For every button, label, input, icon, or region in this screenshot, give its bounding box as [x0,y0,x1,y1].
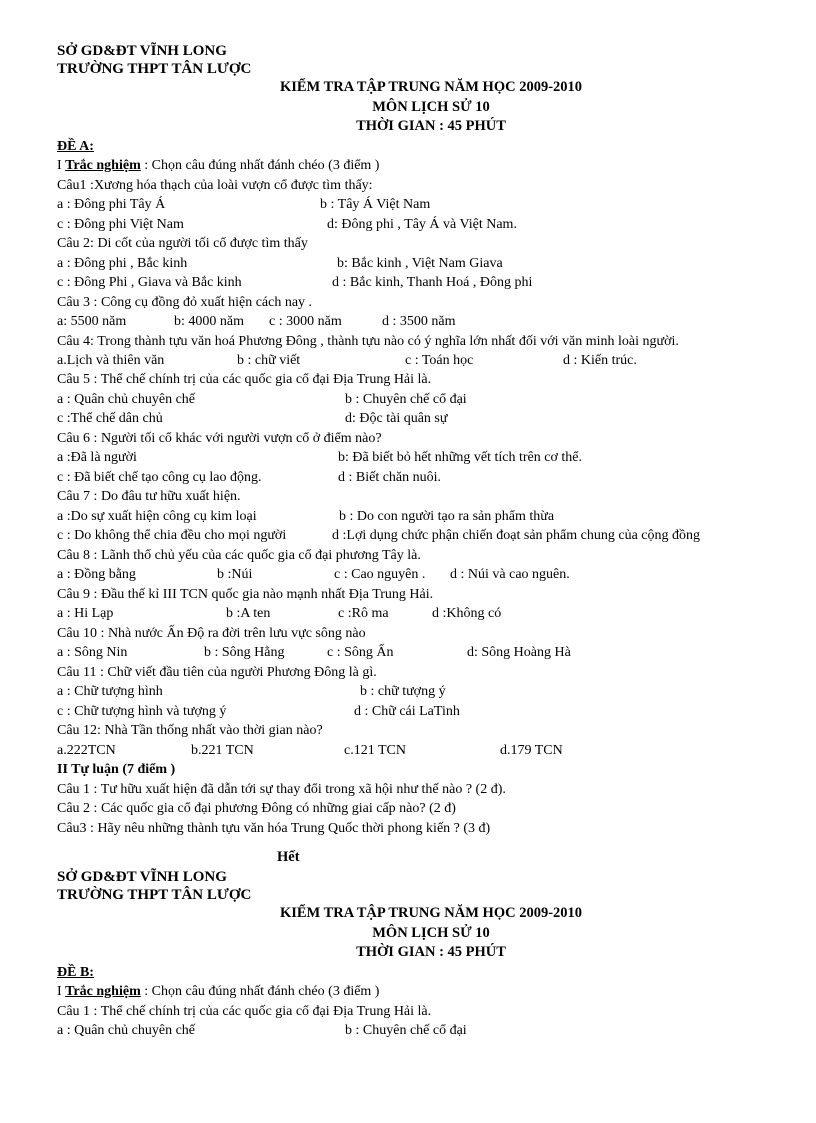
essay-question-3: Câu3 : Hãy nêu những thành tựu văn hóa Trung Quốc thời phong kiến ? (3 đ) [57,820,491,836]
option-a: a : Đông phi Tây Á [57,197,166,212]
question-7-options-cd [57,526,770,546]
option-b: b : Chuyên chế cổ đại [345,1023,467,1038]
option-a: a.222TCN [57,742,116,758]
exam-page [57,42,770,1041]
option-c: c : Toán học [405,352,474,368]
exam-code-label: ĐỀ B: [57,964,94,980]
part1-prefix: I [57,158,66,173]
question-5-options-ab [57,390,770,410]
exam-code-label: ĐỀ A: [57,138,94,154]
part1-title: Trắc nghiệm [65,984,141,999]
question-11-options-ab [57,682,770,702]
option-c: c : Đông phi Việt Nam [57,216,184,232]
option-b: b.221 TCN [191,742,254,758]
option-a: a : Quân chủ chuyên chế [57,391,195,407]
part1-instruction: : Chọn câu đúng nhất đánh chéo (3 điểm ) [140,984,380,999]
question-6-options-ab [57,448,770,468]
option-d: d : Núi và cao nguên. [450,567,570,582]
time-title: THỜI GIAN : 45 PHÚT [356,944,506,960]
option-b: b : Tây Á Việt Nam [320,197,431,212]
exam-title: KIỂM TRA TẬP TRUNG NĂM HỌC 2009-2010 [279,905,583,921]
option-b: b : Do con người tạo ra sản phẩm thừa [339,508,555,524]
option-b: b : Sông Hằng [204,645,285,660]
option-b: b : Chuyên chế cổ đại [345,391,467,407]
question-11-options-cd [57,702,770,722]
question-1: Câu 1 : Thể chế chính trị của các quốc gia cổ đại Địa Trung Hải là. [57,1003,432,1019]
part2-heading: II Tự luận (7 điểm ) [57,762,176,777]
part1-heading [57,156,770,176]
option-b: b: Đã biết bỏ hết những vết tích trên cơ thể. [338,450,582,465]
department-name: SỞ GD&ĐT VĨNH LONG [57,869,227,885]
option-a: a :Do sự xuất hiện công cụ kim loại [57,508,257,524]
option-a: a :Đã là người [57,450,137,465]
option-c: c : Đông Phi , Giava và Bắc kinh [57,275,242,290]
option-c: c : 3000 năm [269,314,342,329]
school-name: TRƯỜNG THPT TÂN LƯỢC [57,61,252,77]
option-c: c :Rô ma [338,606,389,621]
question-2-options-cd [57,273,770,293]
time-title: THỜI GIAN : 45 PHÚT [356,118,506,134]
question-9-options [57,604,770,624]
option-a: a : Chữ tượng hình [57,684,163,699]
question-3: Câu 3 : Công cụ đồng đỏ xuất hiện cách nay . [57,294,313,310]
question-11: Câu 11 : Chữ viết đầu tiên của người Phương Đông là gì. [57,664,377,680]
department-name: SỞ GD&ĐT VĨNH LONG [57,43,227,59]
option-d: d : Kiến trúc. [563,352,637,368]
school-name: TRƯỜNG THPT TÂN LƯỢC [57,887,252,903]
option-d: d: Đông phi , Tây Á và Việt Nam. [327,216,517,232]
essay-question-1: Câu 1 : Tư hữu xuất hiện đã dẫn tới sự thay đổi trong xã hội như thế nào ? (2 đ). [57,781,506,797]
option-d: d : 3500 năm [382,314,456,329]
option-d: d : Bắc kinh, Thanh Hoá , Đông phi [332,275,533,290]
question-8: Câu 8 : Lãnh thổ chủ yếu của các quốc gia cổ đại phương Tây là. [57,547,421,563]
question-8-options [57,565,770,585]
option-c: c : Chữ tượng hình và tượng ý [57,703,227,719]
option-c: c : Cao nguyên . [334,567,426,582]
option-a: a : Hi Lạp [57,606,114,621]
question-1-options-ab [57,1021,770,1041]
question-10: Câu 10 : Nhà nước Ấn Độ ra đời trên lưu vực sông nào [57,625,366,641]
option-b: b : chữ tượng ý [360,684,446,699]
option-d: d : Biết chăn nuôi. [338,469,442,485]
option-b: b: Bắc kinh , Việt Nam Giava [337,255,503,271]
subject-title: MÔN LỊCH SỬ 10 [372,98,490,115]
question-5-options-cd [57,409,770,429]
option-a: a : Sông Nin [57,645,128,660]
option-a: a : Đồng bằng [57,567,136,582]
exam-title: KIỂM TRA TẬP TRUNG NĂM HỌC 2009-2010 [279,79,583,95]
question-2: Câu 2: Di cốt của người tối cổ được tìm thấy [57,236,308,251]
option-b: b :A ten [226,606,271,621]
option-c: c : Đã biết chế tạo công cụ lao động. [57,469,262,485]
part1-title: Trắc nghiệm [65,158,141,173]
option-c: c : Do không thể chia đều cho mọi người [57,528,287,543]
question-1-options-ab [57,195,770,215]
question-2-options-ab [57,254,770,274]
part1-instruction: : Chọn câu đúng nhất đánh chéo (3 điểm ) [140,158,380,173]
option-d: d : Chữ cái LaTinh [354,703,460,719]
question-12: Câu 12: Nhà Tần thống nhất vào thời gian nào? [57,723,323,738]
option-b: b: 4000 năm [174,314,244,329]
option-a: a: 5500 năm [57,314,127,329]
option-a: a.Lịch và thiên văn [57,352,165,368]
option-c: c.121 TCN [344,742,406,758]
question-7-options-ab [57,507,770,527]
question-10-options [57,643,770,663]
option-c: c :Thể chế dân chủ [57,411,163,426]
question-5: Câu 5 : Thể chế chính trị của các quốc gia cổ đại Địa Trung Hải là. [57,372,432,387]
option-d: d: Độc tài quân sự [345,411,448,426]
option-d: d: Sông Hoàng Hà [467,645,571,660]
option-c: c : Sông Ấn [327,645,394,660]
question-1-options-cd [57,215,770,235]
end-label: Hết [277,849,300,865]
option-b: b :Núi [217,567,253,582]
subject-title: MÔN LỊCH SỬ 10 [372,924,490,941]
question-6: Câu 6 : Người tối cổ khác với người vượn cổ ở điểm nào? [57,430,382,446]
question-7: Câu 7 : Do đâu tư hữu xuất hiện. [57,489,241,504]
question-6-options-cd [57,468,770,488]
part1-heading [57,982,770,1002]
option-d: d :Lợi dụng chức phận chiến đoạt sản phẩm chung của cộng đồng [332,528,701,543]
option-a: a : Đông phi , Bắc kinh [57,255,188,271]
option-d: d.179 TCN [500,742,563,758]
option-a: a : Quân chủ chuyên chế [57,1023,195,1038]
question-4-options [57,351,770,371]
question-3-options [57,312,770,332]
option-d: d :Không có [432,606,502,621]
question-1: Câu1 :Xương hóa thạch của loài vượn cổ được tìm thấy: [57,177,373,193]
part1-prefix: I [57,984,66,999]
essay-question-2: Câu 2 : Các quốc gia cổ đại phương Đông có những giai cấp nào? (2 đ) [57,801,456,816]
question-9: Câu 9 : Đầu thế kỉ III TCN quốc gia nào mạnh nhất Địa Trung Hải. [57,586,434,602]
question-12-options [57,741,770,761]
option-b: b : chữ viết [237,352,301,368]
question-4: Câu 4: Trong thành tựu văn hoá Phương Đông , thành tựu nào có ý nghĩa lớn nhất đối với văn minh loài người. [57,333,679,349]
